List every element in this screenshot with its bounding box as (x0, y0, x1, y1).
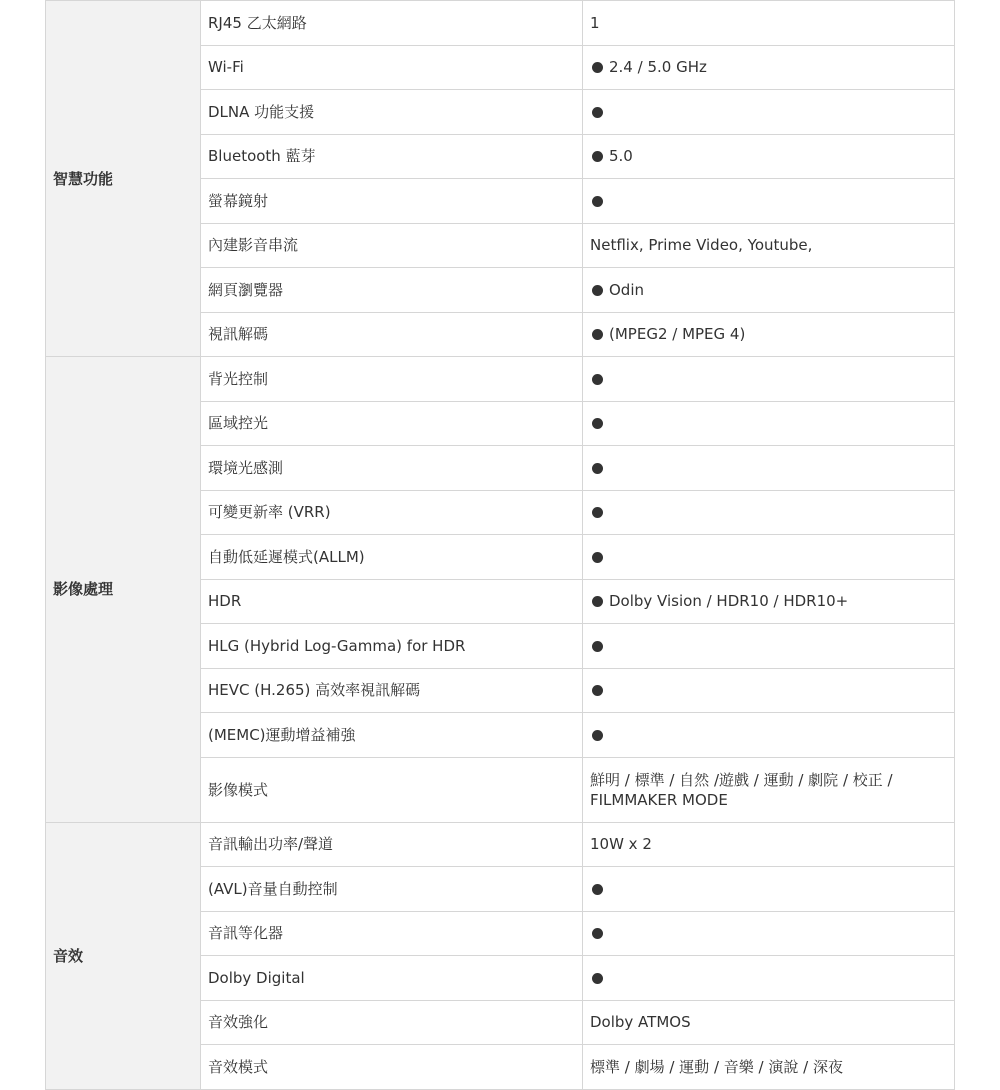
feature-cell: Wi-Fi (201, 45, 583, 90)
value-cell (583, 911, 955, 956)
supported-dot-icon (592, 507, 603, 518)
value-cell (583, 268, 955, 313)
feature-cell: HLG (Hybrid Log-Gamma) for HDR (201, 624, 583, 669)
value-text: 2.4 / 5.0 GHz (609, 58, 707, 77)
feature-cell: 音訊輸出功率/聲道 (201, 822, 583, 867)
feature-cell: RJ45 乙太網路 (201, 1, 583, 46)
feature-cell: 自動低延遲模式(ALLM) (201, 535, 583, 580)
spec-table (45, 0, 955, 1090)
feature-cell: (MEMC)運動增益補強 (201, 713, 583, 758)
feature-cell: 音效模式 (201, 1045, 583, 1090)
category-cell: 音效 (46, 822, 201, 1089)
value-cell (583, 822, 955, 867)
feature-cell: 可變更新率 (VRR) (201, 490, 583, 535)
value-cell (583, 956, 955, 1001)
category-cell: 智慧功能 (46, 1, 201, 357)
supported-dot-icon (592, 329, 603, 340)
value-cell (583, 579, 955, 624)
value-cell (583, 757, 955, 822)
feature-cell: DLNA 功能支援 (201, 90, 583, 135)
supported-dot-icon (592, 884, 603, 895)
feature-cell: HEVC (H.265) 高效率視訊解碼 (201, 668, 583, 713)
supported-dot-icon (592, 151, 603, 162)
feature-cell: Bluetooth 藍芽 (201, 134, 583, 179)
value-text: 1 (590, 13, 600, 32)
value-cell (583, 490, 955, 535)
feature-cell: 內建影音串流 (201, 223, 583, 268)
feature-cell: 區域控光 (201, 401, 583, 446)
value-cell (583, 223, 955, 268)
value-cell (583, 535, 955, 580)
value-text: Odin (609, 280, 645, 299)
value-cell (583, 90, 955, 135)
spec-row (46, 822, 955, 867)
supported-dot-icon (592, 641, 603, 652)
supported-dot-icon (592, 685, 603, 696)
value-text: 5.0 (609, 147, 633, 166)
spec-row (46, 357, 955, 402)
value-cell (583, 401, 955, 446)
supported-dot-icon (592, 285, 603, 296)
feature-cell: 音訊等化器 (201, 911, 583, 956)
supported-dot-icon (592, 196, 603, 207)
value-text: Dolby Vision / HDR10 / HDR10+ (609, 592, 849, 611)
supported-dot-icon (592, 374, 603, 385)
feature-cell: 音效強化 (201, 1000, 583, 1045)
value-cell (583, 867, 955, 912)
spec-table-body (46, 1, 955, 1090)
value-cell (583, 45, 955, 90)
value-text: Netflix, Prime Video, Youtube, (590, 236, 813, 255)
supported-dot-icon (592, 62, 603, 73)
supported-dot-icon (592, 107, 603, 118)
feature-cell: HDR (201, 579, 583, 624)
value-text: 標準 / 劇場 / 運動 / 音樂 / 演說 / 深夜 (590, 1057, 843, 1076)
supported-dot-icon (592, 552, 603, 563)
supported-dot-icon (592, 418, 603, 429)
supported-dot-icon (592, 596, 603, 607)
value-text: Dolby ATMOS (590, 1013, 691, 1032)
value-cell (583, 1045, 955, 1090)
value-cell (583, 446, 955, 491)
value-text: 鮮明 / 標準 / 自然 /遊戲 / 運動 / 劇院 / 校正 / FILMMAKER MODE (590, 770, 893, 809)
feature-cell: 網頁瀏覽器 (201, 268, 583, 313)
value-text: (MPEG2 / MPEG 4) (609, 325, 746, 344)
value-cell (583, 134, 955, 179)
supported-dot-icon (592, 928, 603, 939)
supported-dot-icon (592, 730, 603, 741)
value-text: 10W x 2 (590, 835, 652, 854)
value-cell (583, 312, 955, 357)
value-cell (583, 1000, 955, 1045)
category-cell: 影像處理 (46, 357, 201, 823)
feature-cell: 視訊解碼 (201, 312, 583, 357)
value-cell (583, 624, 955, 669)
feature-cell: 螢幕鏡射 (201, 179, 583, 224)
feature-cell: Dolby Digital (201, 956, 583, 1001)
feature-cell: (AVL)音量自動控制 (201, 867, 583, 912)
supported-dot-icon (592, 463, 603, 474)
value-cell (583, 179, 955, 224)
value-cell (583, 1, 955, 46)
feature-cell: 環境光感測 (201, 446, 583, 491)
value-cell (583, 357, 955, 402)
value-cell (583, 713, 955, 758)
value-cell (583, 668, 955, 713)
feature-cell: 背光控制 (201, 357, 583, 402)
feature-cell: 影像模式 (201, 757, 583, 822)
spec-row (46, 1, 955, 46)
supported-dot-icon (592, 973, 603, 984)
